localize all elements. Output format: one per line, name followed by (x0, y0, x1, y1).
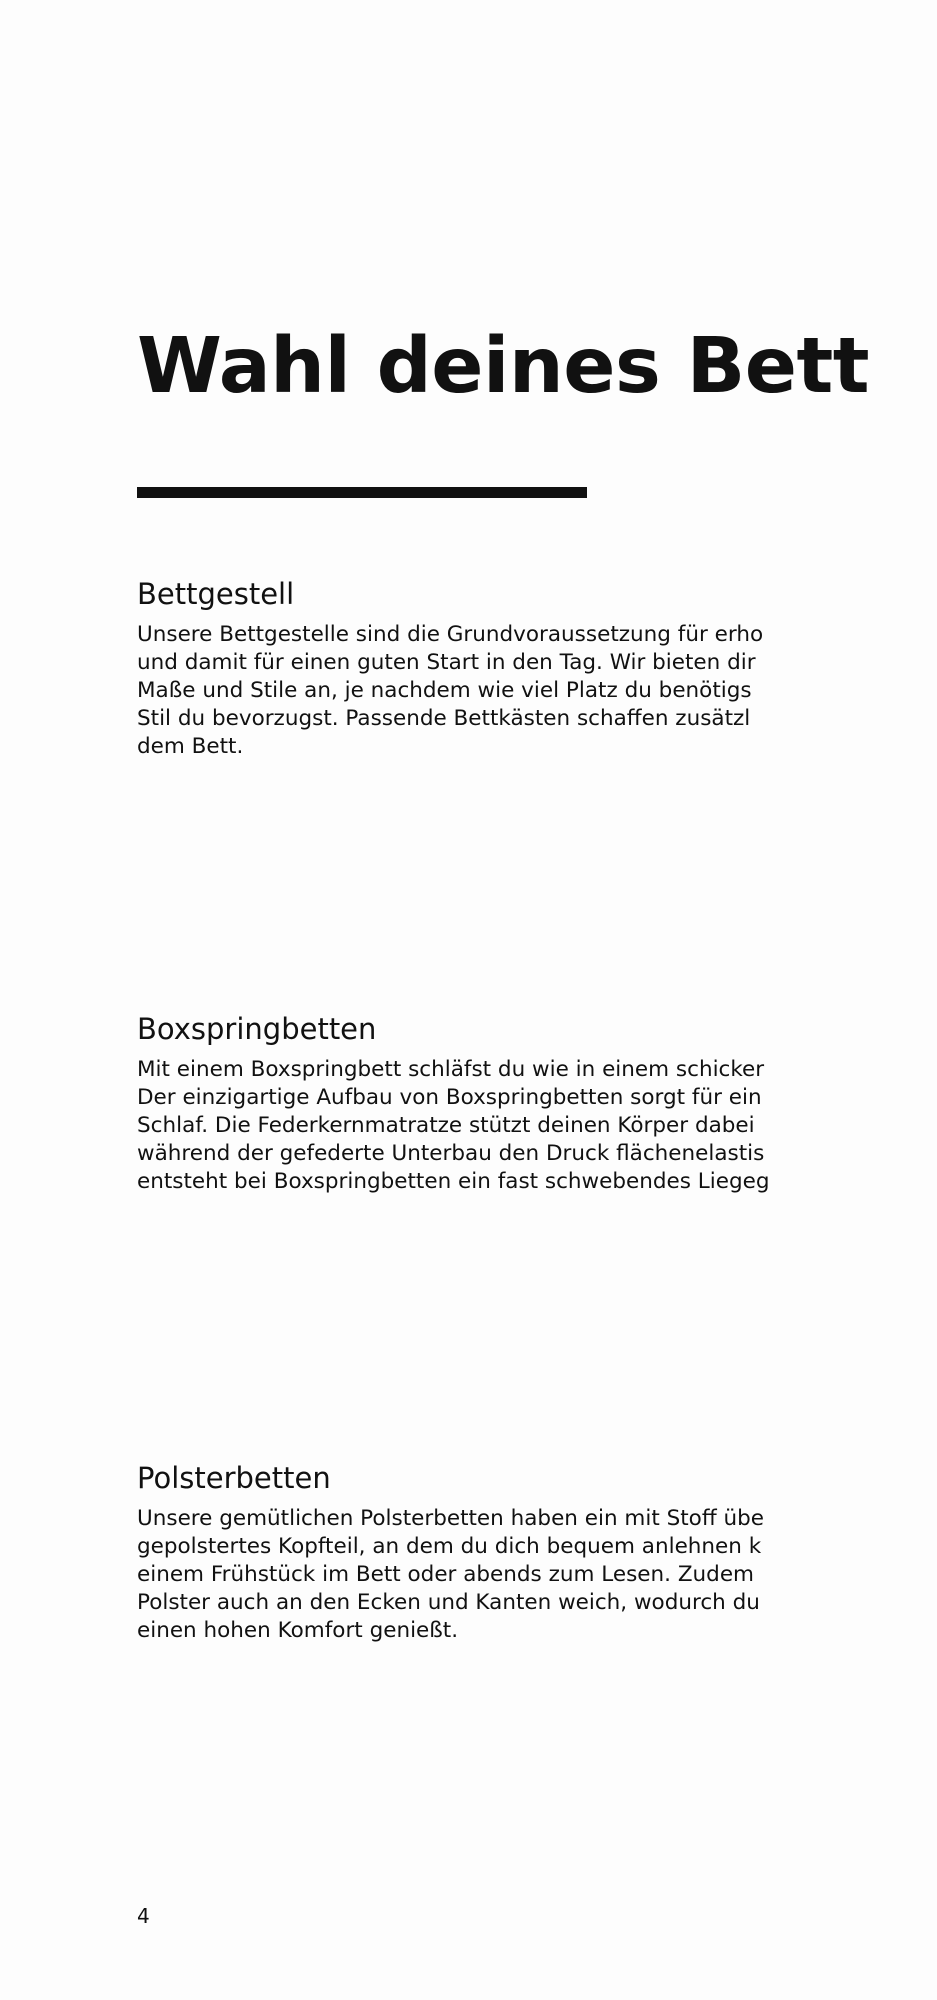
body-line: Der einzigartige Aufbau von Boxspringbetten sorgt für ein (137, 1085, 762, 1110)
page-title: Wahl deines Bett (137, 322, 870, 411)
body-line: Schlaf. Die Federkernmatratze stützt deinen Körper dabei (137, 1113, 755, 1138)
body-line: und damit für einen guten Start in den Tag. Wir bieten dir (137, 650, 756, 675)
section-boxspringbetten (137, 1012, 937, 1196)
page-number: 4 (137, 1904, 150, 1928)
body-line: Mit einem Boxspringbett schläfst du wie in einem schicker (137, 1057, 765, 1082)
body-line: Maße und Stile an, je nachdem wie viel Platz du benötigs (137, 678, 752, 703)
body-line: einen hohen Komfort genießt. (137, 1618, 459, 1643)
section-body (137, 1056, 937, 1196)
section-body (137, 621, 937, 761)
body-line: Unsere Bettgestelle sind die Grundvoraussetzung für erho (137, 622, 764, 647)
section-heading: Polsterbetten (137, 1461, 331, 1495)
section-body (137, 1505, 937, 1645)
section-heading: Bettgestell (137, 577, 295, 611)
body-line: gepolstertes Kopfteil, an dem du dich bequem anlehnen k (137, 1534, 762, 1559)
body-line: einem Frühstück im Bett oder abends zum Lesen. Zudem (137, 1562, 754, 1587)
body-line: Polster auch an den Ecken und Kanten weich, wodurch du (137, 1590, 760, 1615)
title-underline (137, 487, 587, 498)
body-line: Unsere gemütlichen Polsterbetten haben ein mit Stoff übe (137, 1506, 764, 1531)
body-line: Stil du bevorzugst. Passende Bettkästen schaffen zusätzl (137, 706, 751, 731)
section-bettgestell (137, 577, 937, 761)
section-polsterbetten (137, 1461, 937, 1645)
body-line: entsteht bei Boxspringbetten ein fast schwebendes Liegeg (137, 1169, 770, 1194)
body-line: dem Bett. (137, 734, 244, 759)
section-heading: Boxspringbetten (137, 1012, 377, 1046)
body-line: während der gefederte Unterbau den Druck flächenelastis (137, 1141, 765, 1166)
